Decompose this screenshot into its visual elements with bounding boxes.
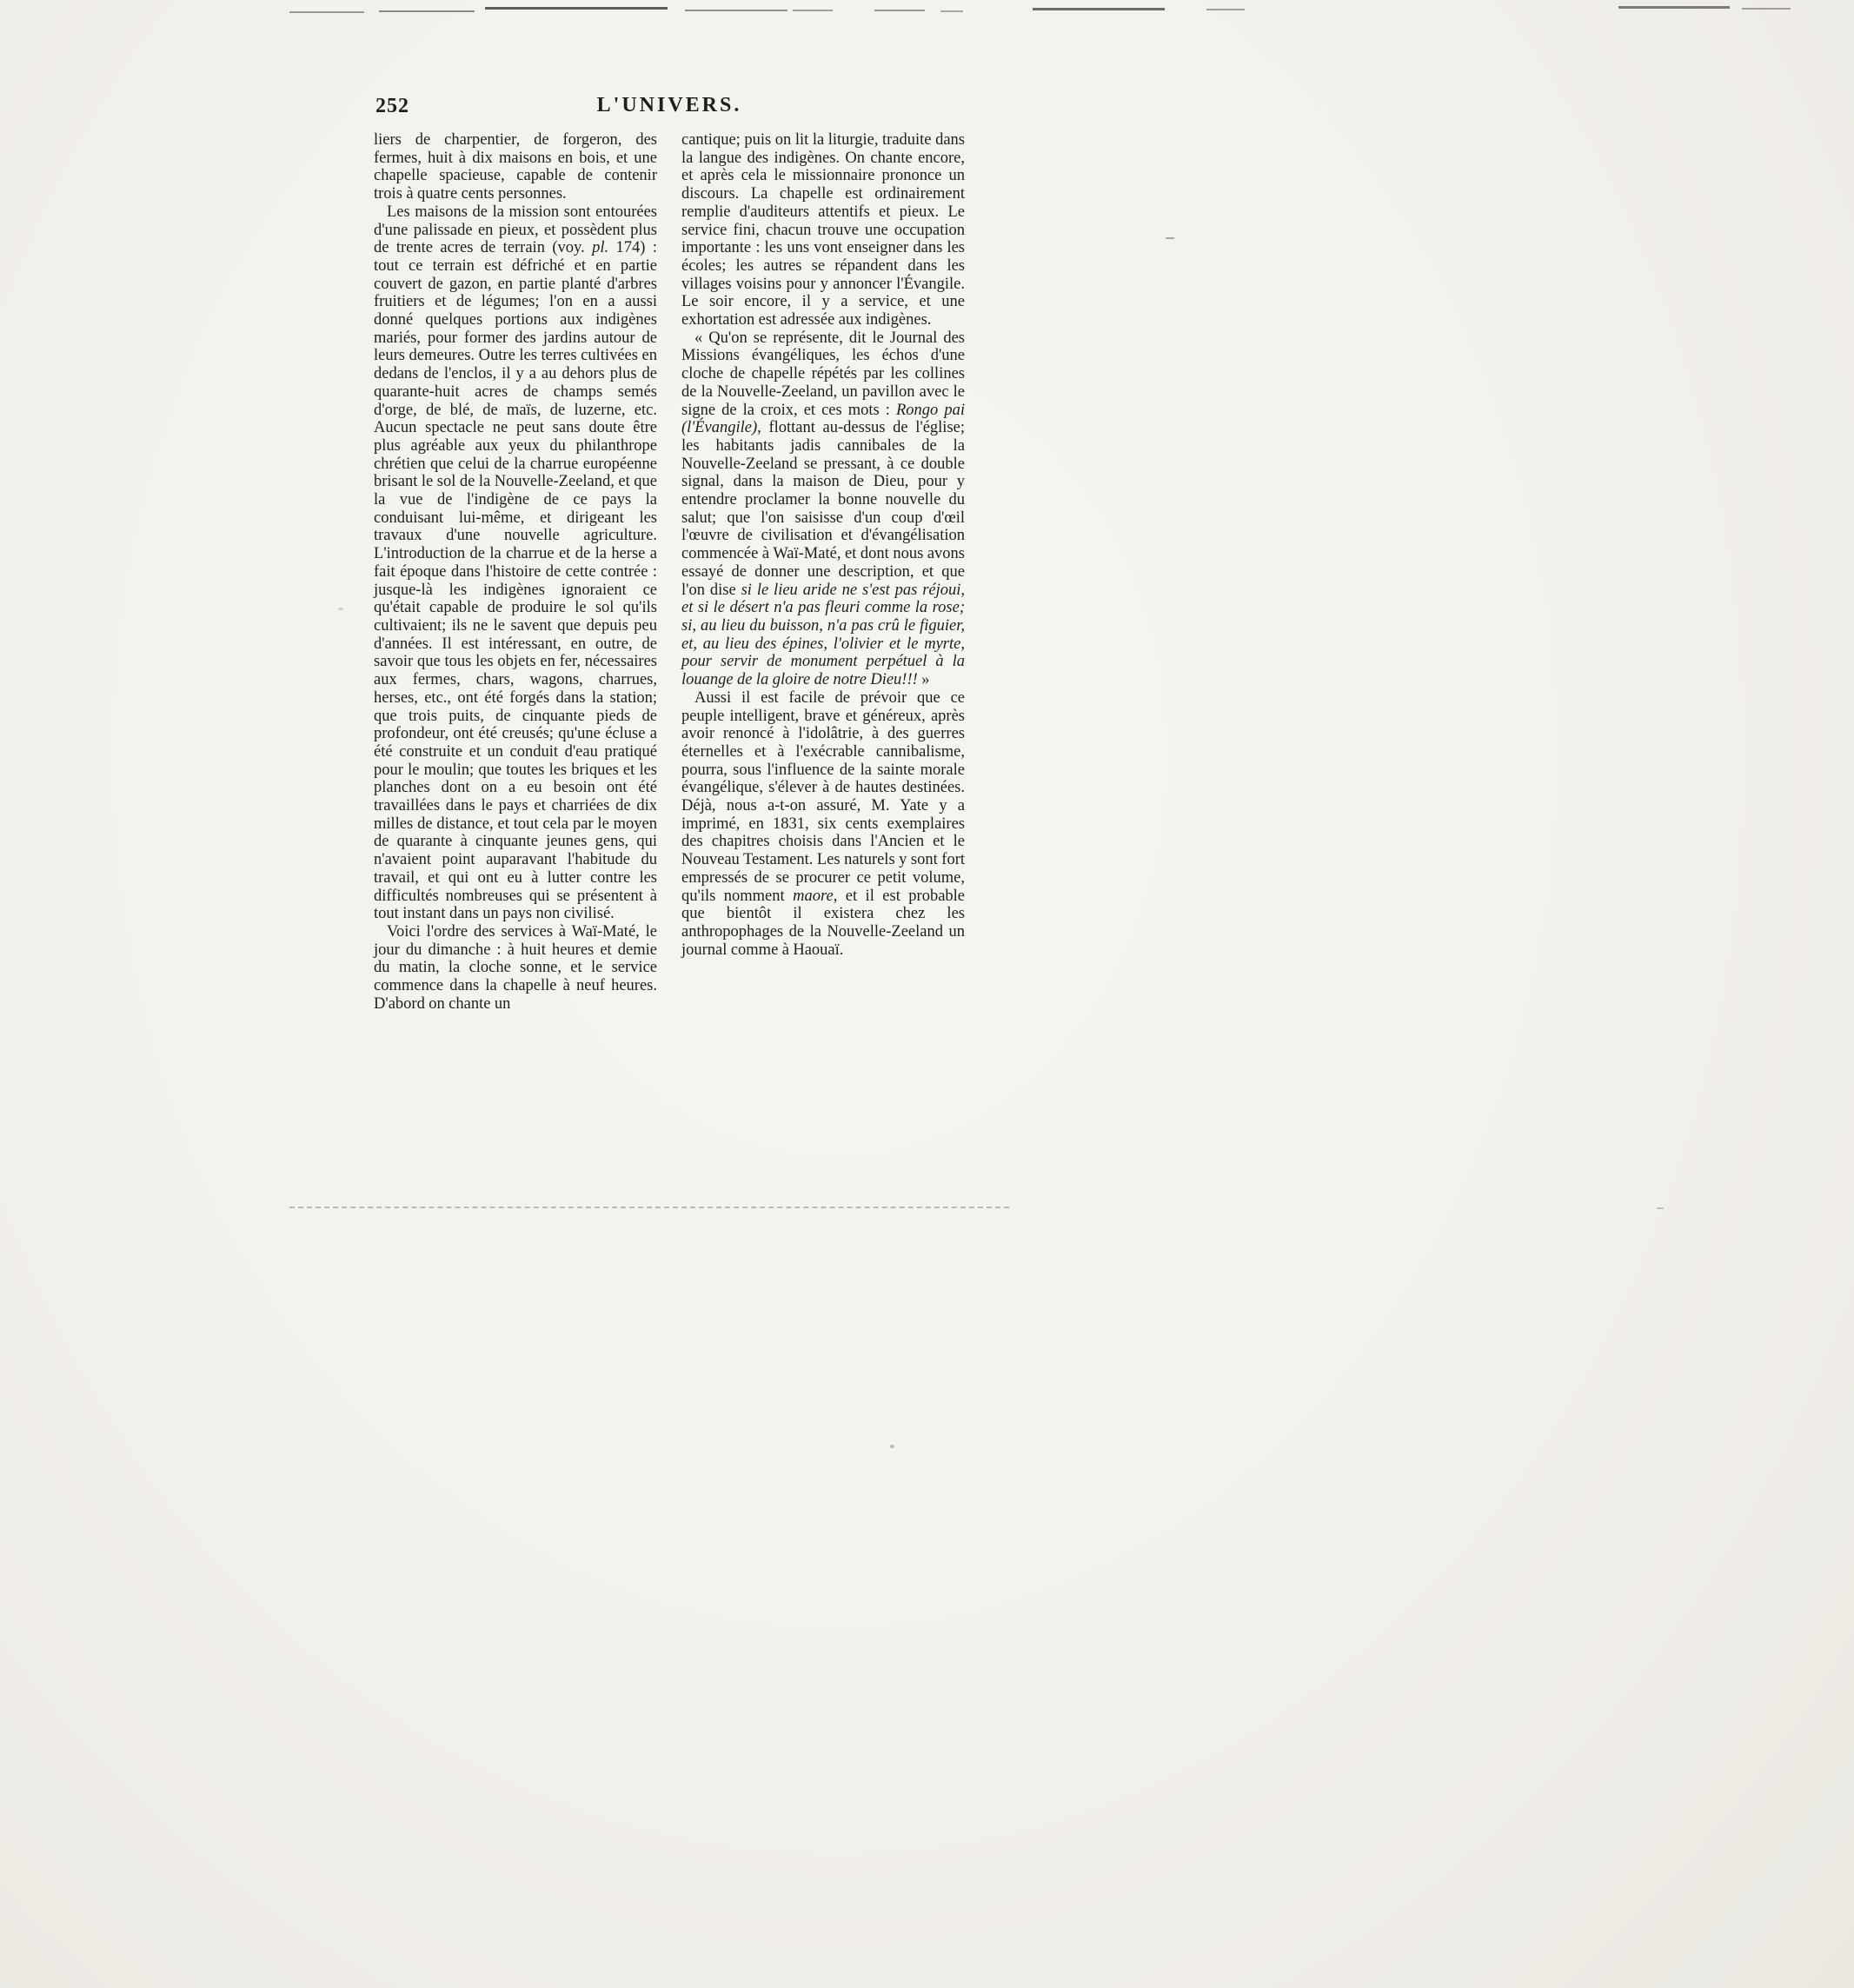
scan-artifact: [338, 608, 343, 610]
body-text: « Qu'on se représente, dit le Journal des Missions évangéliques, les échos d'une cloche de chapelle répétés par les collines de la Nouvelle-Zeeland, un pavillon avec le signe de la croix, et ces mots :: [681, 329, 965, 419]
column-left: [374, 131, 657, 1013]
italic-text: si le lieu aride ne s'est pas réjoui, et si le désert n'a pas fleuri comme la rose; si, au lieu du buisson, n'a pas crû le figuier, et, au lieu des épines, l'olivier et le myrte, pour servir de monument perpétuel à la louange de la gloire de notre Dieu!!!: [681, 581, 966, 689]
scan-artifact: [940, 10, 963, 12]
scan-artifact: [379, 10, 475, 12]
scan-artifact: [874, 10, 925, 11]
page-header: [374, 94, 965, 120]
body-text: Aussi il est facile de prévoir que ce peuple intelligent, brave et généreux, après avoir renoncé à l'idolâtrie, à des guerres éternelles et à l'exécrable cannibalisme, pourra, sous l'influence de la sainte morale évangélique, s'élever à de hautes destinées. Déjà, nous a-t-on assuré, M. Yate y a imprimé, en 1831, six cents exemplaires des chapitres choisis dans l'Ancien et le Nouveau Testament. Les naturels y sont fort empressés de se procurer ce petit volume, qu'ils nomment: [681, 688, 965, 905]
running-title: L'UNIVERS.: [596, 94, 742, 116]
italic-text: maore: [793, 887, 834, 905]
scan-artifact: [1206, 9, 1245, 10]
body-text: cantique; puis on lit la liturgie, traduite dans la langue des indigènes. On chante encore, et après cela le missionnaire prononce un discours. La chapelle est ordinairement remplie d'auditeurs attentifs et pieux. Le service fini, chacun trouve une occupation importante : les uns vont enseigner dans les écoles; les autres se répandent dans les villages voisins pour y annoncer l'Évangile. Le soir encore, il y a service, et une exhortation est adressée aux indigènes.: [681, 131, 965, 329]
scan-artifact: [1618, 6, 1730, 9]
scan-artifact: [289, 1207, 1009, 1208]
scan-artifact: [1742, 8, 1791, 10]
body-text: »: [917, 671, 930, 689]
scan-artifact: [1166, 237, 1174, 239]
scan-artifact: [890, 1445, 894, 1448]
scan-artifact: [485, 7, 668, 10]
scan-artifact: [289, 11, 364, 13]
body-text: Les maisons de la mission sont entourées d'une palissade en pieux, et possèdent plus de trente acres de terrain (voy.: [374, 203, 657, 257]
body-text: liers de charpentier, de forgeron, des fermes, huit à dix maisons en bois, et une chapelle spacieuse, capable de contenir trois à quatre cents personnes.: [374, 131, 657, 203]
paragraph: [681, 329, 965, 689]
body-text: Voici l'ordre des services à Waï-Maté, le jour du dimanche : à huit heures et demie du matin, la cloche sonne, et le service commence dans la chapelle à neuf heures. D'abord on chante un: [374, 922, 657, 1013]
paragraph: [374, 131, 657, 203]
paragraph: [374, 203, 657, 923]
paragraph: [681, 131, 965, 329]
text-block: [374, 131, 965, 1013]
scan-artifact: [685, 10, 787, 11]
body-text: 174) : tout ce terrain est défriché et en partie couvert de gazon, en partie planté d'arbres fruitiers et de légumes; l'on en a aussi donné quelques portions aux indigènes mariés, pour former des jardins autour de leurs demeures. Outre les terres cultivées en dedans de l'enclos, il y a au dehors plus de quarante-huit acres de champs semés d'orge, de blé, de maïs, de luzerne, etc. Aucun spectacle ne peut sans doute être plus agréable aux yeux du philanthrope chrétien que celui de la charrue européenne brisant le sol de la Nouvelle-Zeeland, et que la vue de l'indigène de ce pays la conduisant lui-même, et dirigeant les travaux d'une nouvelle agriculture. L'introduction de la charrue et de la herse a fait époque dans l'histoire de cette contrée : jusque-là les indigènes ignoraient ce qu'était capable de produire le sol qu'ils cultivaient; ils ne le savent que depuis peu d'années. Il est intéressant, en outre, de savoir que tous les objets en fer, nécessaires aux fermes, chars, wagons, charrues, herses, etc., ont été forgés dans la station; que trois puits, de cinquante pieds de profondeur, ont été creusés; qu'une écluse a été construite et un conduit d'eau pratiqué pour le moulin; que toutes les briques et les planches dont on a eu besoin ont été travaillées dans le pays et charriées de dix milles de distance, et tout cela par le moyen de quarante à cinquante jeunes gens, qui n'avaient point auparavant l'habitude du travail, et qui ont eu à lutter contre les difficultés nombreuses qui se présentent à tout instant dans un pays non civilisé.: [374, 239, 657, 923]
italic-text: pl.: [592, 239, 609, 257]
page-number: 252: [375, 95, 409, 117]
body-text: , flottant au-dessus de l'église; les habitants jadis cannibales de la Nouvelle-Zeeland se pressant, à ce double signal, dans la maison de Dieu, pour y entendre proclamer la bonne nouvelle du salut; que l'on saisisse d'un coup d'œil l'œuvre de civilisation et d'évangélisation commencée à Waï-Maté, et dont nous avons essayé de donner une description, et que l'on dise: [681, 419, 965, 599]
scan-artifact: [1033, 8, 1165, 10]
scan-artifact: [793, 10, 833, 11]
paragraph: [681, 689, 965, 960]
scan-artifact: [1657, 1207, 1664, 1209]
column-right: [681, 131, 965, 1013]
italic-text: Rongo pai (l'Évangile): [681, 401, 965, 437]
paragraph: [374, 923, 657, 1014]
body-text: , et il est probable que bientôt il existera chez les anthropophages de la Nouvelle-Zeeland un journal comme à Haouaï.: [681, 887, 966, 959]
